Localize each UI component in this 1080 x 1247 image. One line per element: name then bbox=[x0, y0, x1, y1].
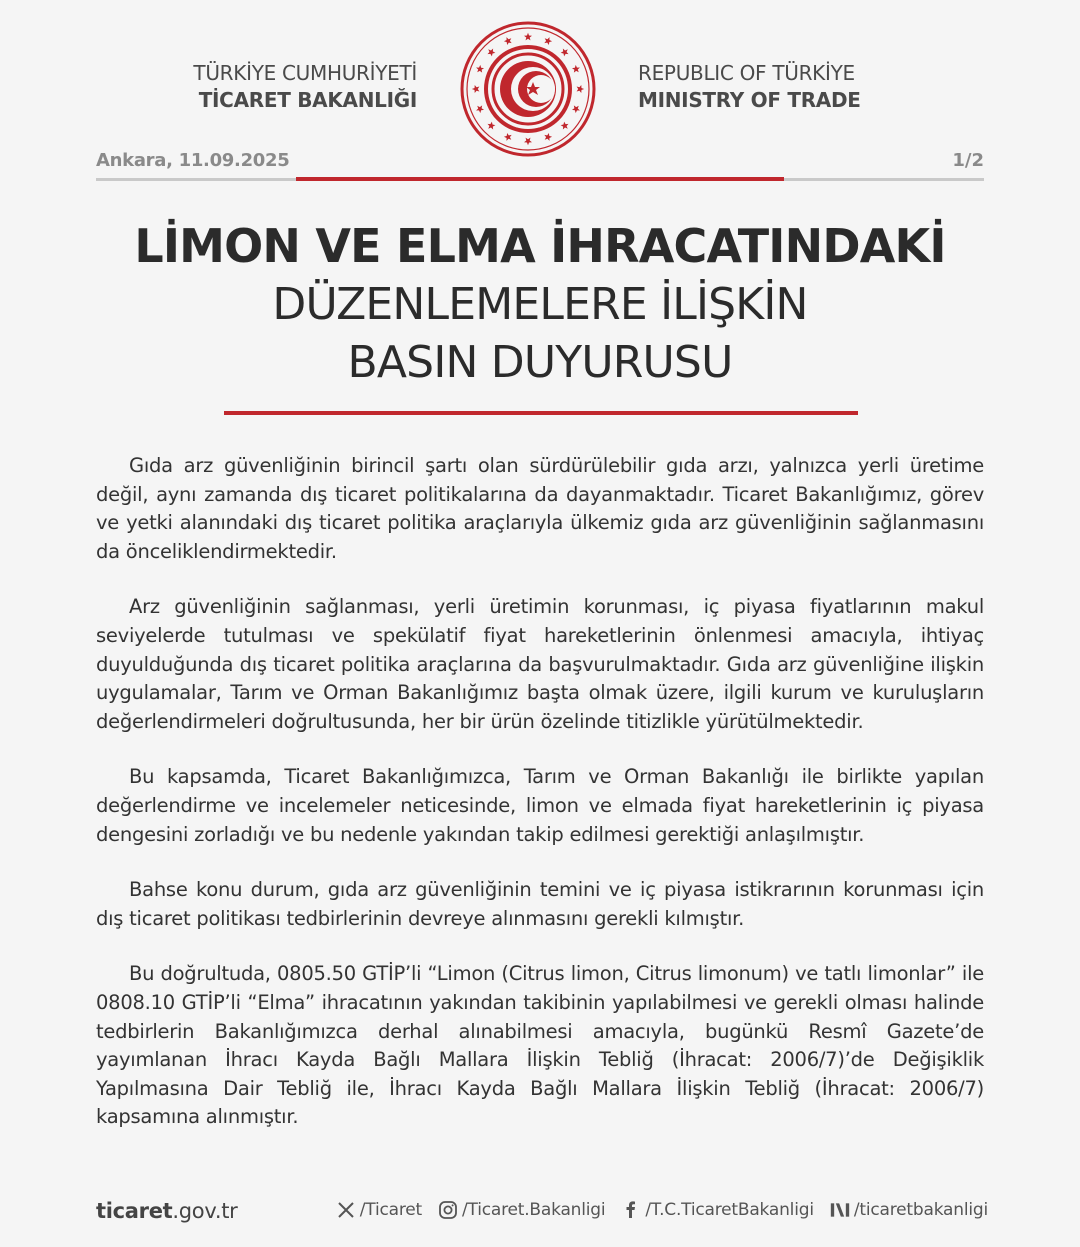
header-english-name bbox=[638, 60, 938, 114]
emblem-star bbox=[472, 85, 480, 93]
title-line-2: DÜZENLEMELERE İLİŞKİN bbox=[272, 279, 808, 330]
document-date: Ankara, 11.09.2025 bbox=[96, 150, 290, 171]
document-body bbox=[96, 452, 984, 1159]
emblem-star bbox=[487, 48, 495, 56]
facebook-link[interactable] bbox=[621, 1200, 813, 1220]
document-title bbox=[40, 216, 1040, 392]
emblem-star bbox=[561, 122, 569, 130]
header-turkish-name bbox=[140, 60, 417, 114]
header-left-line1: TÜRKİYE CUMHURİYETİ bbox=[193, 61, 417, 85]
meta-accent-line bbox=[296, 177, 784, 181]
nsosyal-handle: /ticaretbakanligi bbox=[853, 1200, 988, 1220]
facebook-handle: /T.C.TicaretBakanligi bbox=[645, 1200, 814, 1220]
x-icon bbox=[336, 1200, 356, 1220]
nsosyal-icon bbox=[830, 1200, 850, 1220]
emblem-star bbox=[561, 48, 569, 56]
instagram-handle: /Ticaret.Bakanligi bbox=[462, 1200, 606, 1220]
emblem-star bbox=[476, 65, 484, 73]
social-links bbox=[336, 1200, 988, 1220]
site-domain-bold: ticaret bbox=[96, 1199, 173, 1223]
facebook-icon bbox=[621, 1200, 641, 1220]
footer bbox=[96, 1199, 988, 1229]
emblem-star bbox=[544, 133, 552, 141]
emblem-star bbox=[504, 37, 512, 45]
header-left-line2: TİCARET BAKANLIĞI bbox=[198, 88, 417, 112]
website-link[interactable] bbox=[96, 1199, 238, 1223]
emblem-star bbox=[487, 122, 495, 130]
emblem-star bbox=[504, 133, 512, 141]
x-link[interactable] bbox=[336, 1200, 422, 1220]
ministry-emblem bbox=[459, 20, 597, 158]
x-handle: /Ticaret bbox=[359, 1200, 422, 1220]
emblem-star bbox=[544, 37, 552, 45]
paragraph-3: Bu kapsamda, Ticaret Bakanlığımızca, Tarım ve Orman Bakanlığı ile birlikte yapılan değerlendirme ve incelemeler neticesinde, limon ve elmada fiyat hareketlerinin iç piyasa dengesini zorladığı ve bu nedenle yakından takip edilmesi gerektiği anlaşılmıştır. bbox=[96, 765, 984, 846]
instagram-icon bbox=[438, 1200, 458, 1220]
emblem-star bbox=[572, 105, 580, 113]
header-right-line1: REPUBLIC OF TÜRKİYE bbox=[638, 61, 855, 85]
paragraph-4: Bahse konu durum, gıda arz güvenliğinin temini ve iç piyasa istikrarının korunması için dış ticaret politikası tedbirlerinin devreye alınmasını gerekli kılmıştır. bbox=[96, 878, 984, 930]
page-number: 1/2 bbox=[952, 150, 984, 171]
emblem-star bbox=[524, 138, 532, 146]
site-domain-rest: .gov.tr bbox=[172, 1199, 238, 1223]
title-line-1: LİMON VE ELMA İHRACATINDAKİ bbox=[134, 219, 946, 273]
paragraph-2: Arz güvenliğinin sağlanması, yerli üretimin korunması, iç piyasa fiyatlarının makul seviyelerde tutulması ve spekülatif fiyat hareketlerinin önlenmesi amacıyla, ihtiyaç duyulduğunda dış ticaret politika araçlarına da başvurulmaktadır. Gıda arz güvenliğine ilişkin uygulamalar, Tarım ve Orman Bakanlığımız başta olmak üzere, ilgili kurum ve kuruluşların değerlendirmeleri doğrultusunda, her bir ürün özelinde titizlikle yürütülmektedir. bbox=[96, 595, 984, 733]
emblem-star bbox=[572, 65, 580, 73]
paragraph-1: Gıda arz güvenliğinin birincil şartı olan sürdürülebilir gıda arzı, yalnızca yerli üretime değil, aynı zamanda dış ticaret politikalarına da dayanmaktadır. Ticaret Bakanlığımız, görev ve yetki alanındaki dış ticaret politika araçlarıyla ülkemiz gıda arz güvenliğinin sağlanmasını da önceliklendirmektedir. bbox=[96, 454, 984, 563]
paragraph-5: Bu doğrultuda, 0805.50 GTİP’li “Limon (Citrus limon, Citrus limonum) ve tatlı limonlar” ile 0808.10 GTİP’li “Elma” ihracatının yakından takibinin yapılabilmesi ve gerekli olması halinde tedbirlerin Bakanlığımızca derhal alınabilmesi amacıyla, bugünkü Resmî Gazete’de yayımlanan İhracı Kayda Bağlı Mallara İlişkin Tebliğ (İhracat: 2006/7)’de Değişiklik Yapılmasına Dair Tebliğ ile, İhracı Kayda Bağlı Mallara İlişkin Tebliğ (İhracat: 2006/7) kapsamına alınmıştır. bbox=[96, 962, 984, 1129]
title-line-3: BASIN DUYURUSU bbox=[347, 337, 733, 388]
emblem-star bbox=[577, 85, 585, 93]
emblem-star bbox=[476, 105, 484, 113]
instagram-link[interactable] bbox=[438, 1200, 605, 1220]
title-divider bbox=[224, 411, 858, 415]
nsosyal-link[interactable] bbox=[830, 1200, 988, 1220]
header-right-line2: MINISTRY OF TRADE bbox=[638, 88, 861, 112]
emblem-star bbox=[524, 33, 532, 41]
